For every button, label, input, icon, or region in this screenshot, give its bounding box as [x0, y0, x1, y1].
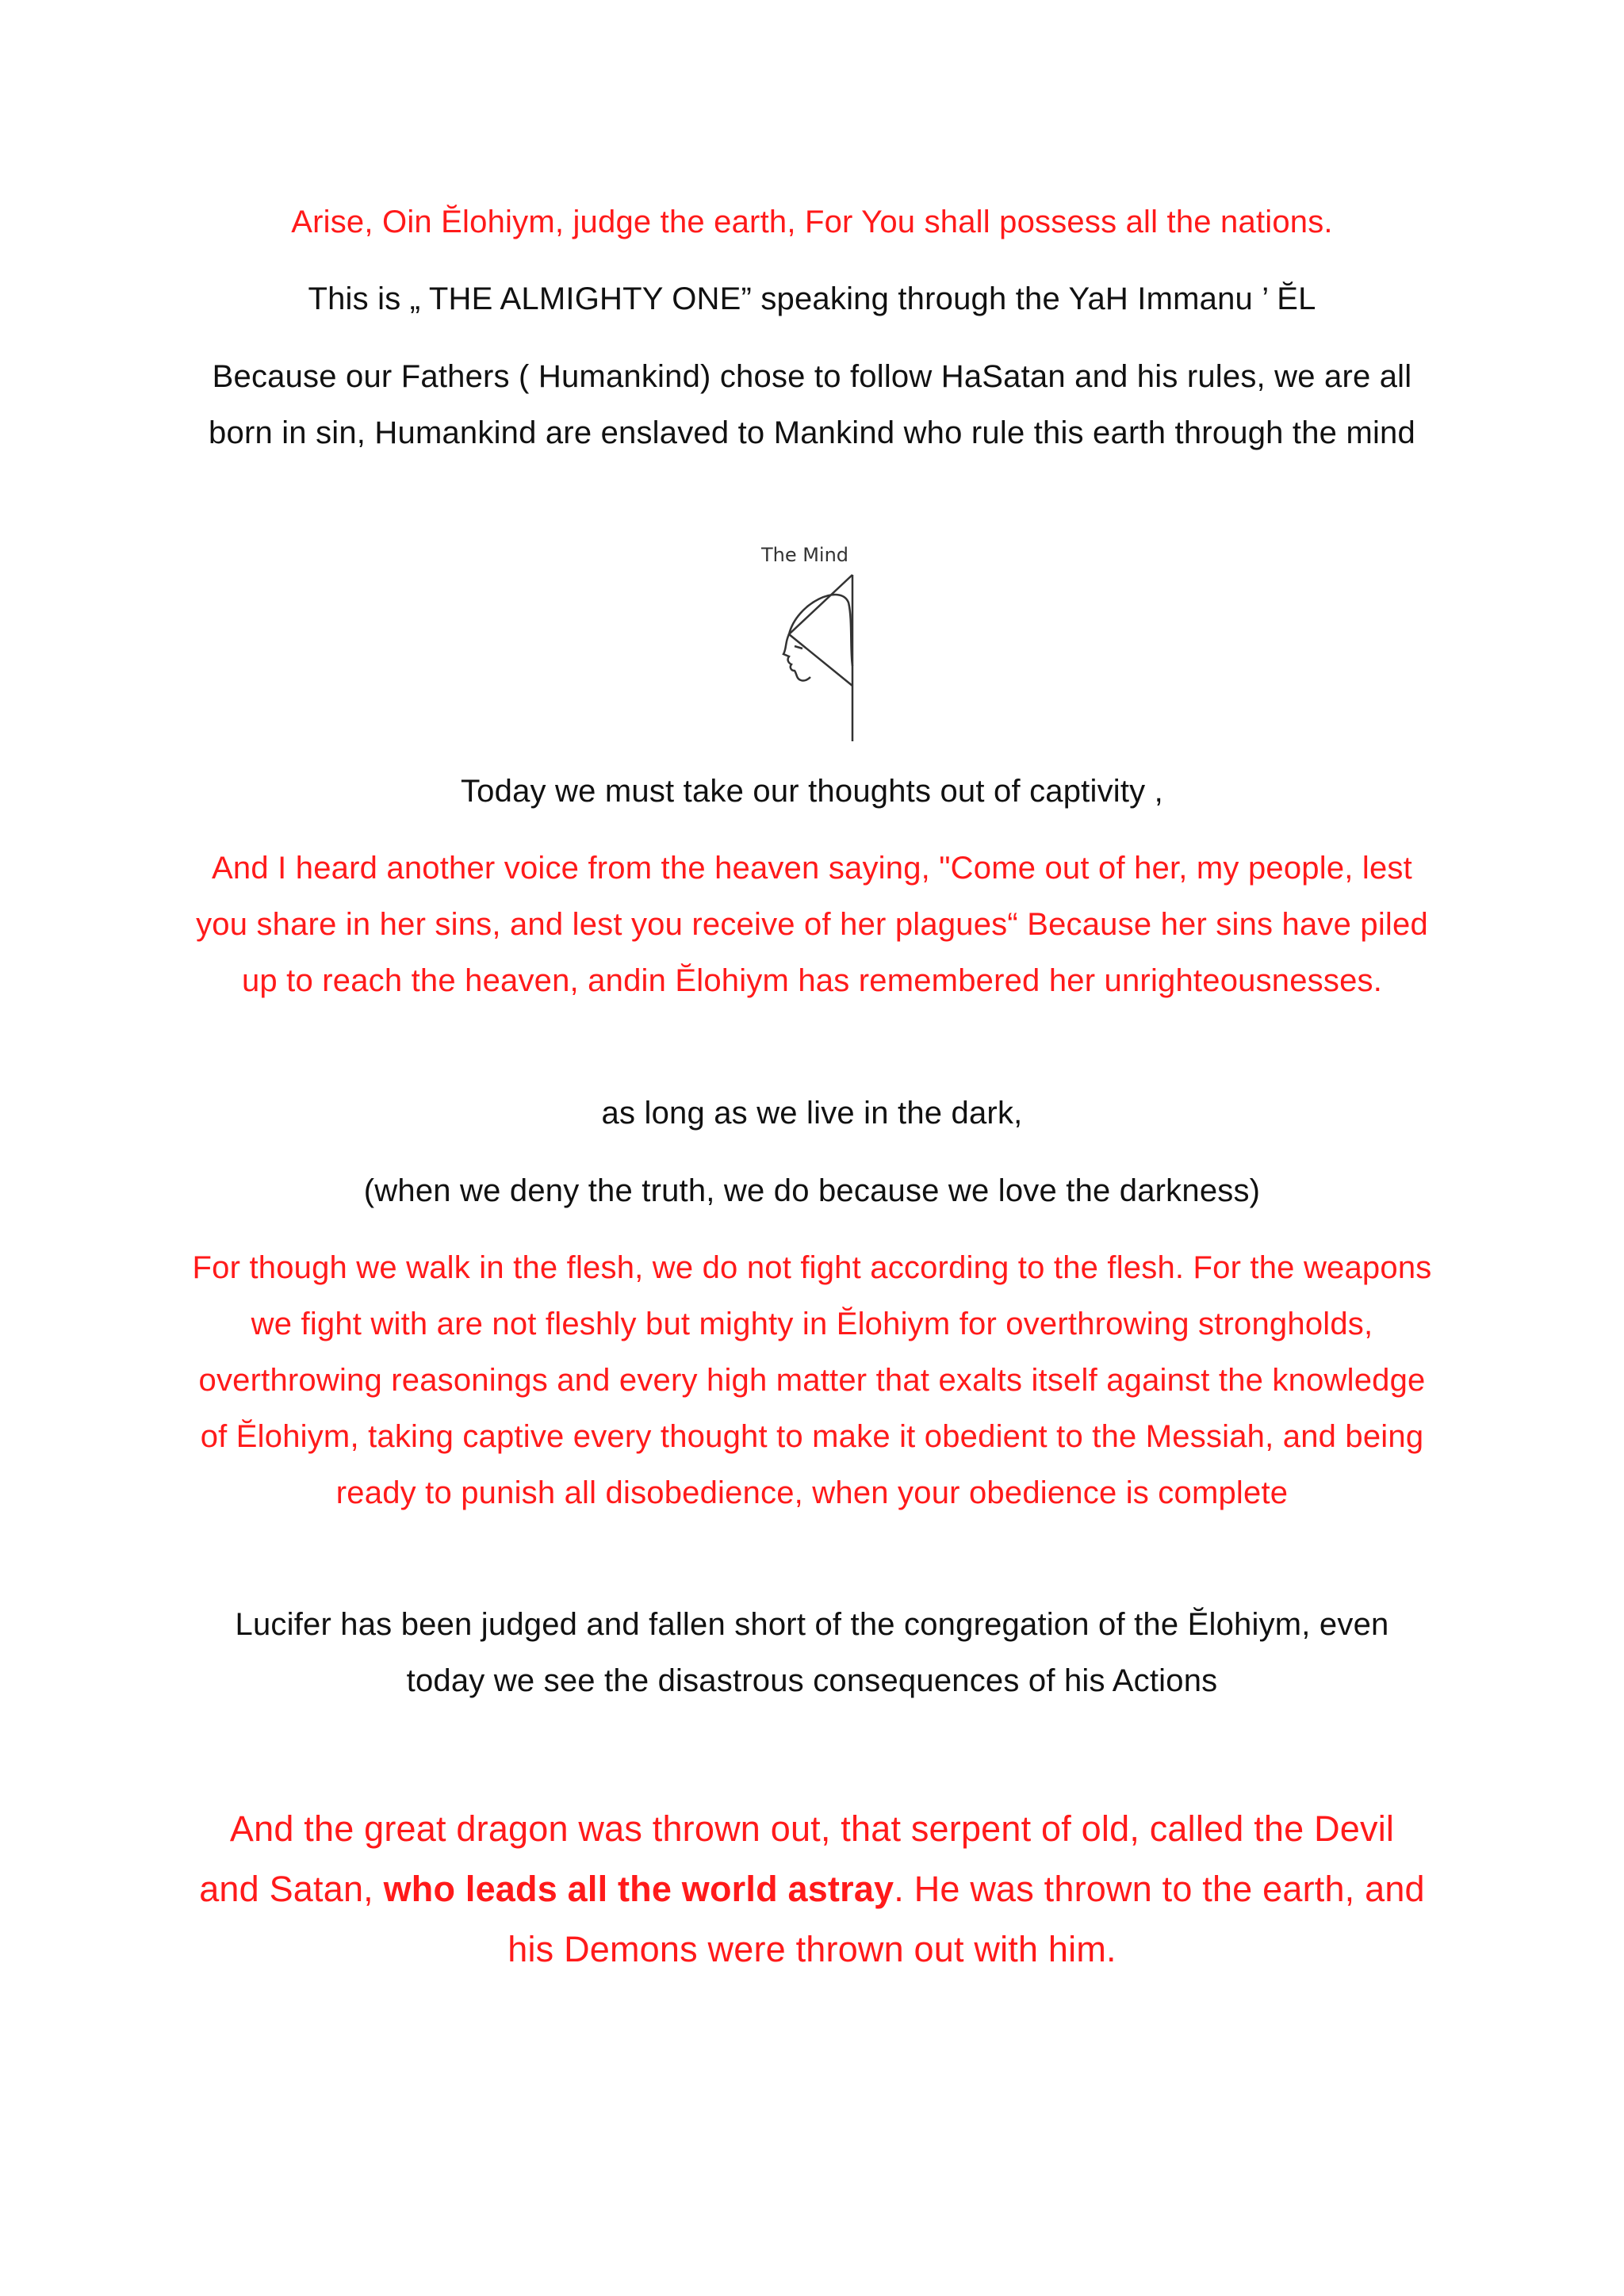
paragraph-born-in-sin: Because our Fathers ( Humankind) chose to follow HaSatan and his rules, we are all born in sin, Humankind are enslaved to Mankind who rule this earth through the mind	[209, 359, 1415, 450]
dragon-text-end: . He was thrown to the earth, and his Demons were thrown out with him.	[508, 1869, 1425, 1969]
dragon-text-start: And the great dragon was thrown out, that serpent of old, called the Devil and Satan,	[199, 1808, 1395, 1909]
paragraph-almighty-one: This is „ THE ALMIGHTY ONE” speaking through the YaH Immanu ’ ĔL	[308, 281, 1316, 316]
paragraph-walk-in-flesh: For though we walk in the flesh, we do not fight according to the flesh. For the weapons we fight with are not fleshly but mighty in Ĕlohiym for overthrowing strongholds, overthrowing reasonings and every high matter that exalts itself against the knowledge of Ĕlohiym, taking captive every thought to make it obedient to the Messiah, and being ready to punish all disobedience, when your obedience is complete	[192, 1250, 1432, 1510]
paragraph-great-dragon	[198, 1799, 1426, 1980]
paragraph-lucifer: Lucifer has been judged and fallen short of the congregation of the Ĕlohiym, even today we see the disastrous consequences of his Actions	[235, 1607, 1389, 1698]
paragraph-captivity: Today we must take our thoughts out of captivity ,	[460, 774, 1163, 809]
paragraph-deny-truth: (when we deny the truth, we do because we love the darkness)	[363, 1173, 1261, 1208]
paragraph-arise: Arise, Oin Ĕlohiym, judge the earth, For You shall possess all the nations.	[291, 205, 1333, 239]
paragraph-come-out-of-her: And I heard another voice from the heaven saying, "Come out of her, my people, lest you share in her sins, and lest you receive of her plagues“ Because her sins have piled up to reach the heaven, andin Ĕlohiym has remembered her unrighteousnesses.	[196, 851, 1428, 998]
dragon-text-bold: who leads all the world astray	[383, 1869, 894, 1909]
figure-caption: The Mind	[760, 544, 849, 566]
paragraph-live-in-dark: as long as we live in the dark,	[601, 1096, 1023, 1131]
head-profile-icon	[753, 571, 856, 745]
mind-figure	[753, 539, 864, 745]
